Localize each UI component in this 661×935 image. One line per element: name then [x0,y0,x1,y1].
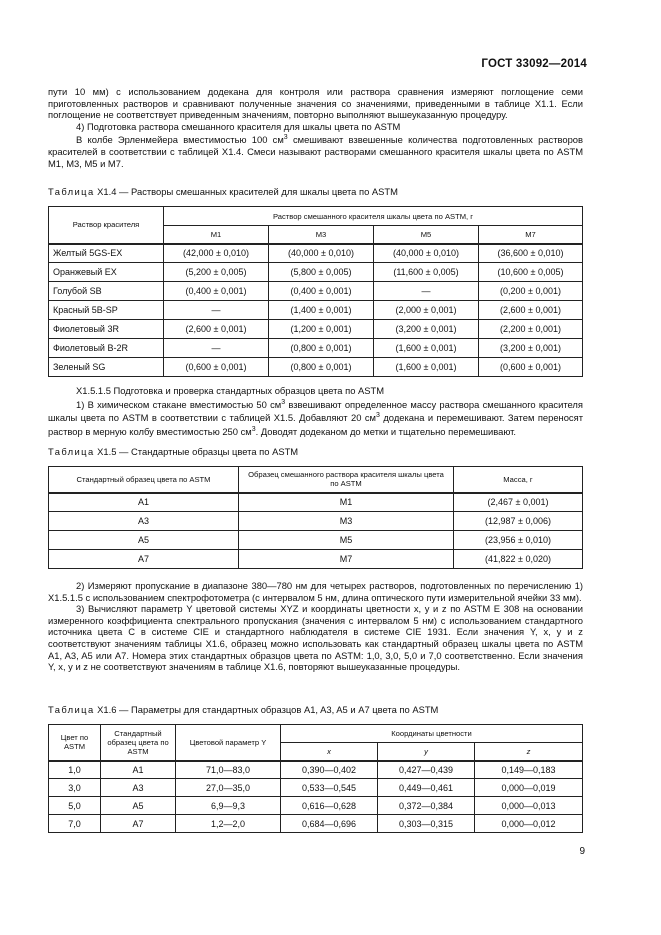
column-header: M1 [164,226,269,244]
column-header: Цветовой параметр Y [176,725,281,761]
text-block-3 [48,580,583,673]
standards-table [48,466,583,569]
color-parameters-table [48,724,583,833]
paragraph: 3) Вычисляют параметр Y цветовой системы XYZ и координаты цветности x, y и z по ASTM E 308 на основании измеренного коэффициента спектрального пропускания (значения с интервалом 5 нм) с использованием стандартного источника цвета C в системе CIE и стандартного наблюдателя в системе CIE 1931. Если значения Y, x, y и z соответствуют значениям таблицы X1.6, образец можно использовать как стандартный образец шкалы цвета по ASTM A1, A3, A5 или A7. Номера этих стандартных образцов цвета по ASTM: 1,0, 3,0, 5,0 и 7,0 соответственно. Если значения Y, x, y и z не соответствуют значениям в таблице X1.6, повторяют вышеуказанные процедуры. [48,603,583,673]
table-caption: Таблица X1.4 — Растворы смешанных красителей для шкалы цвета по ASTM [48,186,398,197]
table-row: A1 M1 (2,467 ± 0,001) [49,493,583,512]
table-row: Голубой SB (0,400 ± 0,001) (0,400 ± 0,001) — (0,200 ± 0,001) [49,282,583,301]
text-block-1 [48,86,583,169]
table-row: Оранжевый EX (5,200 ± 0,005) (5,800 ± 0,005) (11,600 ± 0,005) (10,600 ± 0,005) [49,263,583,282]
paragraph: 4) Подготовка раствора смешанного красителя для шкалы цвета по ASTM [76,120,401,132]
paragraph: В колбе Эрленмейера вместимостью 100 $см^3$ смешивают взвешенные количества подготовленных растворов красителей в соответствии с таблицей X1.4. Смеси называют растворами смешанного красителя шкалы цвета по ASTM M1, M3, M5 и M7. [48,134,583,169]
table-row: 7,0 A7 1,2—2,0 0,684—0,696 0,303—0,315 0,000—0,012 [49,815,583,833]
table-row: Фиолетовый 3R (2,600 ± 0,001) (1,200 ± 0,001) (3,200 ± 0,001) (2,200 ± 0,001) [49,320,583,339]
table-caption: Таблица X1.5 — Стандартные образцы цвета по ASTM [48,446,299,457]
column-header: z [475,743,583,761]
table-row: Фиолетовый B-2R — (0,800 ± 0,001) (1,600 ± 0,001) (3,200 ± 0,001) [49,339,583,358]
table-row: A3 M3 (12,987 ± 0,006) [49,512,583,531]
column-header: Раствор красителя [49,207,164,244]
column-header: y [378,743,475,761]
column-header: Стандартный образец цвета по ASTM [101,725,176,761]
column-group-header: Раствор смешанного красителя шкалы цвета по ASTM, г [164,207,583,226]
standard-header: ГОСТ 33092—2014 [481,58,587,70]
table-row: Желтый 5GS-EX (42,000 ± 0,010) (40,000 ± 0,010) (40,000 ± 0,010) (36,600 ± 0,010) [49,244,583,263]
column-header: Стандартный образец цвета по ASTM [49,467,239,493]
paragraph: 1) В химическом стакане вместимостью 50 $см^3$ взвешивают определенное массу раствора смешанного красителя шкалы цвета по ASTM в соответствии с таблицей X1.5. Добавляют 20 $см^3$ додекана и перемешивают. Затем переносят раствор в мерную колбу вместимостью 250 $см^3$. Доводят додеканом до метки и тщательно перемешивают. [48,398,583,438]
column-header: Образец смешанного раствора красителя шкалы цвета по ASTM [239,467,454,493]
table-row: A7 M7 (41,822 ± 0,020) [49,550,583,569]
column-header: Цвет по ASTM [49,725,101,761]
paragraph: 2) Измеряют пропускание в диапазоне 380—780 нм для четырех растворов, подготовленных по перечислению 1) X1.5.1.5 с использованием спектрофотометра (с интервалом 5 нм, длина оптического пути измерительной ячейки 33 мм). [48,580,583,603]
column-header: M7 [479,226,583,244]
column-group-header: Координаты цветности [281,725,583,743]
table-row: A5 M5 (23,956 ± 0,010) [49,531,583,550]
paragraph: пути 10 мм) с использованием додекана для контроля или раствора сравнения измеряют поглощение семи приготовленных растворов и сравнивают полученные значения со значениями, приведенными в таблице X1.1. Если поглощение не соответствует приведенным значениям, повторно выполняют вышеуказанную процедуру. [48,86,583,121]
column-header: M3 [269,226,374,244]
column-header: Масса, г [454,467,583,493]
table-row: 1,0 A1 71,0—83,0 0,390—0,402 0,427—0,439 0,149—0,183 [49,761,583,779]
table-row: 5,0 A5 6,9—9,3 0,616—0,628 0,372—0,384 0,000—0,013 [49,797,583,815]
table-row: Красный 5B-SP — (1,400 ± 0,001) (2,000 ± 0,001) (2,600 ± 0,001) [49,301,583,320]
page-number: 9 [579,846,585,857]
text-block-2 [48,385,583,438]
dye-mix-table [48,206,583,377]
column-header: x [281,743,378,761]
paragraph: X1.5.1.5 Подготовка и проверка стандартных образцов цвета по ASTM [76,385,385,396]
table-row: Зеленый SG (0,600 ± 0,001) (0,800 ± 0,001) (1,600 ± 0,001) (0,600 ± 0,001) [49,358,583,377]
column-header: M5 [374,226,479,244]
table-row: 3,0 A3 27,0—35,0 0,533—0,545 0,449—0,461 0,000—0,019 [49,779,583,797]
table-caption: Таблица X1.6 — Параметры для стандартных образцов A1, A3, A5 и A7 цвета по ASTM [48,704,439,715]
